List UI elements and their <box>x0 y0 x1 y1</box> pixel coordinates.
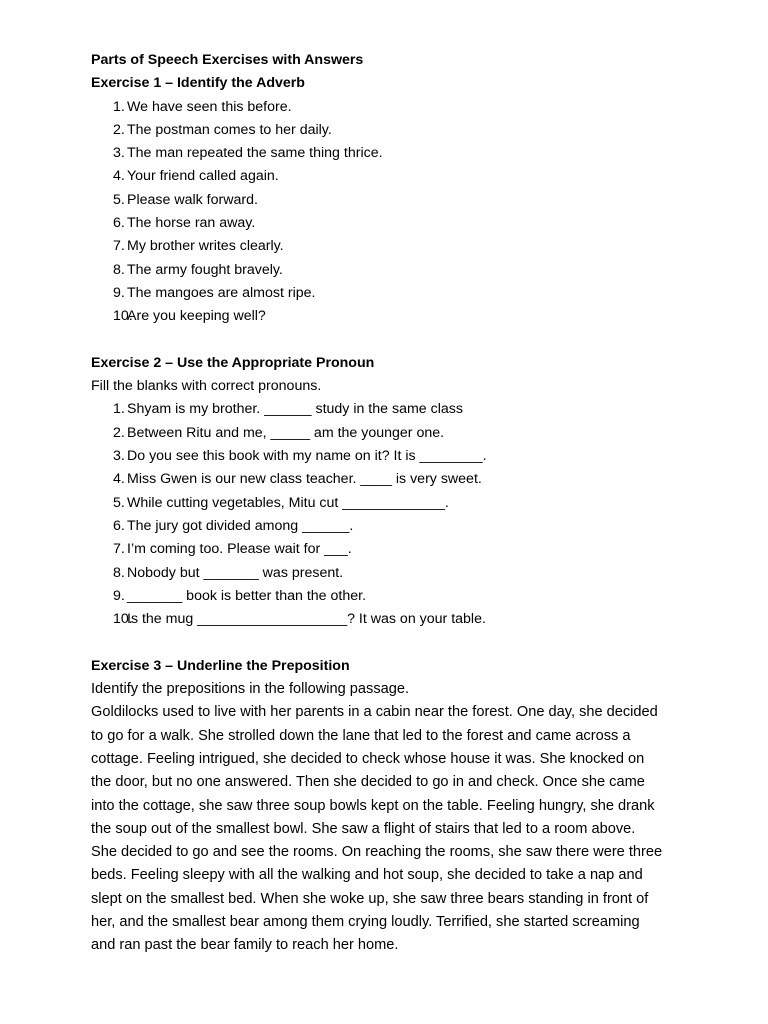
item-number: 1. <box>113 98 125 115</box>
list-item <box>91 422 711 445</box>
list-item <box>91 585 711 608</box>
section-gap <box>91 631 711 654</box>
exercise-1-list <box>91 96 711 329</box>
item-text: The man repeated the same thing thrice. <box>127 145 383 162</box>
item-number: 10. <box>113 611 133 628</box>
item-number: 8. <box>113 261 125 278</box>
list-item <box>91 165 711 188</box>
item-text: The postman comes to her daily. <box>127 121 332 138</box>
item-number: 1. <box>113 401 125 418</box>
passage-line: into the cottage, she saw three soup bowls kept on the table. Feeling hungry, she drank <box>91 797 655 814</box>
passage-line: the door, but no one answered. Then she decided to go in and check. Once she came <box>91 774 645 791</box>
item-text: Miss Gwen is our new class teacher. ____ is very sweet. <box>127 471 482 488</box>
list-item <box>91 492 711 515</box>
exercise-3-heading: Exercise 3 – Underline the Preposition <box>91 657 350 674</box>
item-number: 9. <box>113 587 125 604</box>
item-text: While cutting vegetables, Mitu cut _____________. <box>127 494 449 511</box>
list-item <box>91 538 711 561</box>
exercise-2-instruction: Fill the blanks with correct pronouns. <box>91 378 322 395</box>
section-gap <box>91 329 711 352</box>
item-number: 6. <box>113 215 125 232</box>
list-item <box>91 212 711 235</box>
passage-line: to go for a walk. She strolled down the lane that led to the forest and came across a <box>91 727 631 744</box>
document-page <box>91 49 711 958</box>
exercise-1-heading: Exercise 1 – Identify the Adverb <box>91 75 305 92</box>
item-number: 4. <box>113 168 125 185</box>
item-text: My brother writes clearly. <box>127 238 284 255</box>
item-text: The army fought bravely. <box>127 261 283 278</box>
list-item <box>91 515 711 538</box>
item-text: I’m coming too. Please wait for ___. <box>127 541 352 558</box>
item-number: 5. <box>113 191 125 208</box>
item-number: 10. <box>113 308 133 325</box>
item-number: 2. <box>113 121 125 138</box>
item-text: _______ book is better than the other. <box>127 587 367 604</box>
list-item <box>91 445 711 468</box>
item-number: 8. <box>113 564 125 581</box>
item-number: 6. <box>113 517 125 534</box>
passage-line: and ran past the bear family to reach her home. <box>91 937 399 954</box>
exercise-3-instruction: Identify the prepositions in the following passage. <box>91 681 410 698</box>
passage-line: the soup out of the smallest bowl. She saw a flight of stairs that led to a room above. <box>91 820 636 837</box>
list-item <box>91 259 711 282</box>
exercise-2-heading: Exercise 2 – Use the Appropriate Pronoun <box>91 354 375 371</box>
list-item <box>91 282 711 305</box>
item-number: 3. <box>113 448 125 465</box>
item-number: 7. <box>113 238 125 255</box>
list-item <box>91 305 711 328</box>
item-text: The jury got divided among ______. <box>127 517 354 534</box>
item-text: Shyam is my brother. ______ study in the same class <box>127 401 463 418</box>
list-item <box>91 562 711 585</box>
item-number: 4. <box>113 471 125 488</box>
list-item <box>91 142 711 165</box>
item-text: The mangoes are almost ripe. <box>127 284 316 301</box>
item-number: 5. <box>113 494 125 511</box>
item-text: Are you keeping well? <box>127 308 266 325</box>
passage-line: She decided to go and see the rooms. On reaching the rooms, she saw there were three <box>91 844 663 861</box>
list-item <box>91 189 711 212</box>
document-title: Parts of Speech Exercises with Answers <box>91 52 364 68</box>
item-text: Is the mug ___________________? It was on your table. <box>127 611 486 628</box>
item-text: Do you see this book with my name on it? It is ________. <box>127 448 487 465</box>
item-text: We have seen this before. <box>127 98 292 115</box>
exercise-3-passage <box>91 701 711 957</box>
passage-line: slept on the smallest bed. When she woke up, she saw three bears standing in front of <box>91 890 649 907</box>
item-text: Nobody but _______ was present. <box>127 564 344 581</box>
item-number: 3. <box>113 145 125 162</box>
item-text: Between Ritu and me, _____ am the younger one. <box>127 424 445 441</box>
list-item <box>91 119 711 142</box>
list-item <box>91 398 711 421</box>
item-number: 9. <box>113 284 125 301</box>
item-number: 2. <box>113 424 125 441</box>
passage-line: beds. Feeling sleepy with all the walking and hot soup, she decided to take a nap and <box>91 867 643 884</box>
passage-line: her, and the smallest bear among them crying loudly. Terrified, she started screaming <box>91 913 640 930</box>
item-text: Please walk forward. <box>127 191 258 208</box>
passage-line: cottage. Feeling intrigued, she decided to check whose house it was. She knocked on <box>91 750 645 767</box>
item-text: Your friend called again. <box>127 168 279 185</box>
item-number: 7. <box>113 541 125 558</box>
exercise-2-list <box>91 398 711 631</box>
list-item <box>91 235 711 258</box>
list-item <box>91 608 711 631</box>
list-item <box>91 468 711 491</box>
passage-line: Goldilocks used to live with her parents in a cabin near the forest. One day, she decided <box>91 704 658 721</box>
item-text: The horse ran away. <box>127 215 256 232</box>
list-item <box>91 96 711 119</box>
